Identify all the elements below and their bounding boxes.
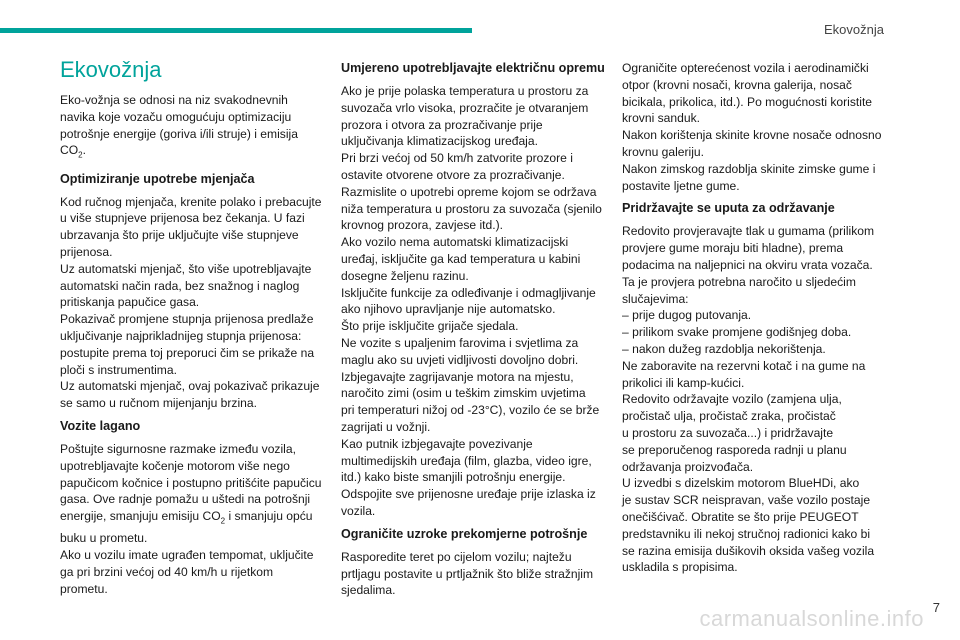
text-line: potrošnje energije (goriva i/ili struje) i emisija bbox=[60, 126, 298, 141]
text-line: Redovito održavajte vozilo (zamjena ulja, bbox=[622, 392, 842, 407]
page-number: 7 bbox=[932, 600, 940, 615]
text-line: Kao putnik izbjegavajte povezivanje bbox=[341, 436, 533, 451]
text-line: krovni sanduk. bbox=[622, 111, 700, 126]
text-line: Ako vozilo nema automatski klimatizacijski bbox=[341, 235, 569, 250]
text-line: provjere gume moraju biti hladne), prema bbox=[622, 241, 844, 256]
header-accent-bar bbox=[0, 28, 472, 33]
text-line: $CO_2$. bbox=[60, 143, 86, 160]
text-line: u više stupnjeve prijenosa bez čekanja. U fazi bbox=[60, 211, 305, 226]
text-line: uređaj, isključite ga kad temperatura u kabini bbox=[341, 251, 581, 266]
text-line: Kod ručnog mjenjača, krenite polako i prebacujte bbox=[60, 194, 322, 209]
column-3 bbox=[622, 60, 887, 582]
text-line: sjedalima. bbox=[341, 583, 396, 598]
text-line: naročito zimi (osim u teškim zimskim uvjetima bbox=[341, 386, 586, 401]
watermark: carmanualsonline.info bbox=[699, 606, 924, 631]
text-line: Redovito provjeravajte tlak u gumama (prilikom bbox=[622, 224, 875, 239]
text-line: onečišćivač. Obratite se što prije PEUGEOT bbox=[622, 509, 859, 524]
text-line: Izbjegavajte zagrijavanje motora na mjestu, bbox=[341, 369, 574, 384]
gentle-paragraph bbox=[60, 441, 325, 598]
text-line: multimedijskih uređaja (film, glazba, video igre, bbox=[341, 453, 592, 468]
text-line: postavite ljetne gume. bbox=[622, 178, 740, 193]
text-line: podacima na naljepnici na okviru vrata vozača. bbox=[622, 257, 873, 272]
heading-gentle-driving: Vozite lagano bbox=[60, 418, 141, 433]
text-line: pri temperaturi nižoj od -23°C), vozilo će se brže bbox=[341, 403, 600, 418]
text-line: Poštujte sigurnosne razmake između vozila, bbox=[60, 441, 296, 456]
text-line: vozila. bbox=[341, 503, 376, 518]
heading-gearbox: Optimiziranje upotrebe mjenjača bbox=[60, 171, 255, 186]
text-line: održavanja proizvođača. bbox=[622, 459, 754, 474]
text-line: zagrijati u vožnji. bbox=[341, 419, 431, 434]
text-line: Pri brzi većoj od 50 km/h zatvorite prozore i bbox=[341, 151, 573, 166]
text-line: Ne vozite s upaljenim farovima i svjetlima za bbox=[341, 335, 579, 350]
text-line: postupite prema toj preporuci čim se prikaže na bbox=[60, 345, 315, 360]
text-line: niža temperatura u prostoru za suvozača (sjenilo bbox=[341, 201, 602, 216]
text-line: ga pri brzini većoj od 40 km/h u rijetkom bbox=[60, 564, 274, 579]
text-line: pročistač ulja, pročistač zraka, pročistač bbox=[622, 409, 836, 424]
section-header: Ekovožnja bbox=[824, 22, 884, 37]
text-line: Nakon korištenja skinite krovne nosače odnosno bbox=[622, 128, 882, 143]
column-2 bbox=[341, 60, 606, 605]
text-line: Ne zaboravite na rezervni kotač i na gume na bbox=[622, 358, 866, 373]
text-line: prtljagu postavite u prtljažnik što bliže stražnjim bbox=[341, 566, 594, 581]
text-line: gasa. Ove radnje pomažu u uštedi na potrošnji bbox=[60, 492, 311, 507]
gearbox-paragraph bbox=[60, 194, 325, 412]
text-line: dosegne željenu razinu. bbox=[341, 268, 469, 283]
text-line: Ako je prije polaska temperatura u prostoru za bbox=[341, 84, 589, 98]
intro-paragraph bbox=[60, 92, 325, 165]
text-line: slučajevima: bbox=[622, 291, 689, 306]
heading-maintenance: Pridržavajte se uputa za održavanje bbox=[622, 201, 835, 216]
causes-paragraph bbox=[341, 549, 606, 599]
text-line: se preporučenog rasporeda radnji u planu bbox=[622, 442, 847, 457]
text-line: itd.) kako biste smanjili potrošnju energije. bbox=[341, 470, 566, 485]
text-line: je sustav SCR neispravan, vaše vozilo postaje bbox=[622, 493, 871, 508]
text-line: ako njihovo upravljanje nije automatsko. bbox=[341, 302, 556, 317]
text-line: Isključite funkcije za odleđivanje i odmagljivanje bbox=[341, 285, 596, 300]
text-line: uključivanje najprikladnijeg stupnja prijenosa: bbox=[60, 328, 302, 343]
heading-electric-equipment: Umjereno upotrebljavajte električnu opremu bbox=[341, 61, 605, 75]
text-line: Ta je provjera potrebna naročito u sljedećim bbox=[622, 274, 856, 289]
text-line: uključivanja klimatizacijskog uređaja. bbox=[341, 134, 538, 149]
text-line: prikolici ili kamp-kućici. bbox=[622, 375, 745, 390]
text-line: upotrebljavajte kočenje motorom više nego bbox=[60, 458, 290, 473]
text-line: buku u prometu. bbox=[60, 531, 148, 546]
text-line: bicikala, prikolica, itd.). Po mogućnosti koristite bbox=[622, 94, 873, 109]
text-line: Pokazivač promjene stupnja prijenosa predlaže bbox=[60, 312, 314, 327]
text-line: Eko-vožnja se odnosi na niz svakodnevnih bbox=[60, 93, 288, 107]
text-line: suvozača vrlo visoka, prozračite je otvaranjem bbox=[341, 100, 589, 115]
text-line: Rasporedite teret po cijelom vozilu; najtežu bbox=[341, 549, 572, 564]
column-1 bbox=[60, 56, 325, 604]
text-line: maglu ako su uvjeti vidljivosti dovoljno dobri. bbox=[341, 352, 579, 367]
text-line: prijenosa. bbox=[60, 244, 113, 259]
text-line: u prostoru za suvozača...) i pridržavajte bbox=[622, 425, 834, 440]
dash-list-item: – nakon dužeg razdoblja nekorištenja. bbox=[622, 341, 887, 358]
text-line: Što prije isključite grijače sjedala. bbox=[341, 319, 519, 334]
text-line: prometu. bbox=[60, 581, 108, 596]
heading-excess-consumption: Ograničite uzroke prekomjerne potrošnje bbox=[341, 526, 588, 541]
text-line: krovnog prozora, zavjese itd.). bbox=[341, 218, 503, 233]
text-line: Uz automatski mjenjač, ovaj pokazivač prikazuje bbox=[60, 379, 320, 394]
electric-paragraph bbox=[341, 83, 606, 520]
text-line: predstavniku ili nekoj stručnoj radionici kako bi bbox=[622, 526, 871, 541]
text-line: Ograničite opterećenost vozila i aerodinamički bbox=[622, 61, 869, 75]
load-paragraph bbox=[622, 60, 887, 194]
text-line: otpor (krovni nosači, krovna galerija, nosač bbox=[622, 77, 852, 92]
text-line: U izvedbi s dizelskim motorom BlueHDi, ako bbox=[622, 476, 860, 491]
text-line: navika koje vozaču omogućuju optimizaciju bbox=[60, 109, 292, 124]
text-line: se samo u ručnom mijenjanju brzina. bbox=[60, 396, 257, 411]
text-line: ploči s instrumentima. bbox=[60, 362, 177, 377]
text-line: Ako u vozilu imate ugrađen tempomat, uključite bbox=[60, 548, 314, 563]
dash-list-item: – prilikom svake promjene godišnjeg doba. bbox=[622, 324, 887, 341]
text-line: ostavite otvorene otvore za prozračivanje. bbox=[341, 167, 565, 182]
text-line: uskladila s propisima. bbox=[622, 560, 738, 575]
text-line: Razmislite o upotrebi opreme kojom se održava bbox=[341, 184, 597, 199]
text-line: pritiskanja papučice gasa. bbox=[60, 295, 200, 310]
text-line: energije, smanjuju emisiju $CO_2$ i smanjuju opću bbox=[60, 509, 313, 526]
text-line: se razina emisija dušikovih oksida vašeg vozila bbox=[622, 543, 875, 558]
dash-list-item: – prije dugog putovanja. bbox=[622, 307, 887, 324]
text-line: papučicom kočnice i postupno pritišćite papučicu bbox=[60, 475, 322, 490]
text-line: Uz automatski mjenjač, što više upotrebljavajte bbox=[60, 261, 312, 276]
page-title: Ekovožnja bbox=[60, 57, 162, 82]
text-line: Odspojite sve prijenosne uređaje prije izlaska iz bbox=[341, 487, 596, 502]
text-line: prozora i otvora za prozračivanje prije bbox=[341, 117, 543, 132]
text-line: Nakon zimskog razdoblja skinite zimske gume i bbox=[622, 161, 876, 176]
text-line: ubrzavanja što prije uključujte više stupnjeve bbox=[60, 228, 299, 243]
maintenance-paragraph bbox=[622, 223, 887, 576]
text-line: automatski način rada, bez snažnog i naglog bbox=[60, 278, 300, 293]
text-line: krovnu galeriju. bbox=[622, 144, 705, 159]
